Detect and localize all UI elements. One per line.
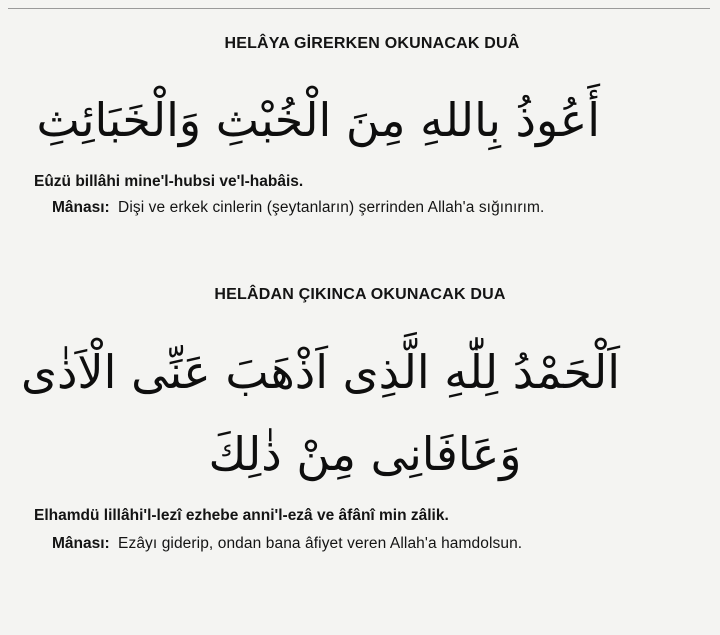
meaning-leaving-prayer: [34, 532, 702, 556]
meaning-text: Dişi ve erkek cinlerin (şeytanların) şerrinden Allah'a sığınırım.: [118, 199, 545, 216]
transliteration-entering-prayer: Eûzü billâhi mine'l-hubsi ve'l-habâis.: [34, 173, 304, 190]
arabic-leaving-prayer-line-1: اَلْحَمْدُ لِلّٰهِ الَّذِى اَذْهَبَ عَنِّى الْاَذٰى: [20, 345, 620, 399]
meaning-label: Mânası:: [52, 535, 110, 552]
transliteration-leaving-prayer: Elhamdü lillâhi'l-lezî ezhebe anni'l-ezâ ve âfânî min zâlik.: [34, 507, 449, 524]
arabic-leaving-prayer-line-2: وَعَافَانِى مِنْ ذٰلِكَ: [208, 427, 522, 481]
heading-leaving-prayer: HELÂDAN ÇIKINCA OKUNACAK DUA: [214, 286, 506, 303]
heading-entering-prayer: HELÂYA GİRERKEN OKUNACAK DUÂ: [224, 35, 520, 52]
meaning-entering-prayer: [34, 196, 702, 220]
meaning-label: Mânası:: [52, 199, 110, 216]
arabic-entering-prayer: أَعُوذُ بِاللهِ مِنَ الْخُبْثِ وَالْخَبَائِثِ: [36, 93, 600, 147]
meaning-text: Ezâyı giderip, ondan bana âfiyet veren Allah'a hamdolsun.: [118, 535, 523, 552]
